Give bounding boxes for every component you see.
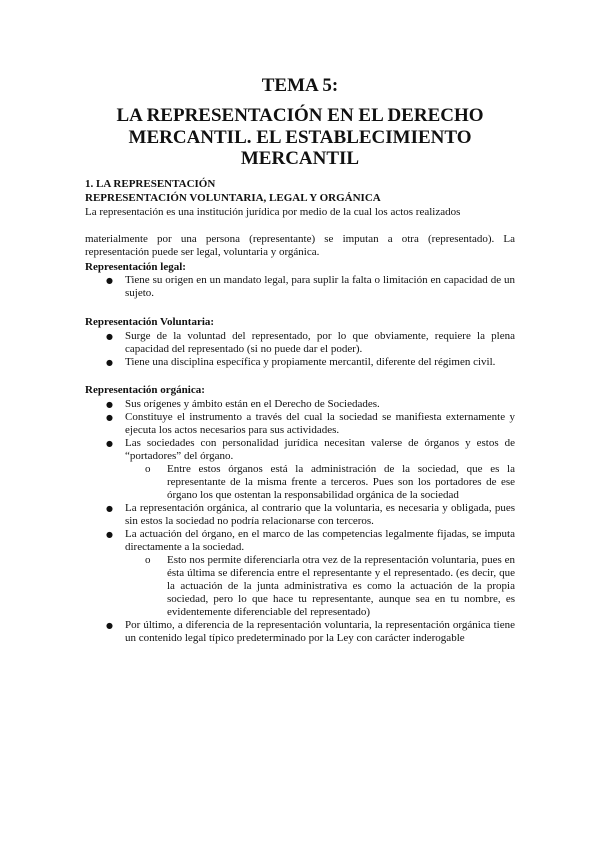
list-item: ● Surge de la voluntad del representado, por lo que obviamente, requiere la plena capacidad del representado (si no puede dar el poder). (85, 330, 515, 356)
list-item: ● La representación orgánica, al contrario que la voluntaria, es necesaria y obligada, pues sin estos la sociedad no podría relacionarse con terceros. (85, 502, 515, 528)
document-title-line: MERCANTIL (240, 148, 360, 169)
sub-list-item: o Esto nos permite diferenciarla otra vez de la representación voluntaria, pues en ésta última se diferencia entre el representante y el representado. (es decir, que la actuación de la junta administrativa es como la actuación de la propia sociedad, pero lo que hace tu representante, aunque sea en tu nombre, es evidentemente diferenciable del representado) (125, 554, 515, 619)
voluntaria-list (85, 330, 515, 369)
intro-paragraph-line: La representación es una institución jurídica por medio de la cual los actos realizados (85, 206, 461, 218)
intro-paragraph: materialmente por una persona (representante) se imputan a otra (representado). La representación puede ser legal, voluntaria y orgánica. (85, 233, 515, 258)
list-item: ● Por último, a diferencia de la representación voluntaria, la representación orgánica tiene un contenido legal típico predeterminado por la Ley con carácter inderogable (85, 619, 515, 645)
voluntaria-heading: Representación Voluntaria: (85, 316, 215, 328)
list-item: ● Tiene su origen en un mandato legal, para suplir la falta o limitación en capacidad de un sujeto. (85, 274, 515, 300)
list-item: ● Tiene una disciplina específica y propiamente mercantil, diferente del régimen civil. (85, 356, 515, 369)
organica-list (85, 398, 515, 645)
list-item-text: Las sociedades con personalidad jurídica necesitan valerse de órganos y estos de “portadores” del órgano. (125, 437, 515, 462)
document-title-line: MERCANTIL. EL ESTABLECIMIENTO (128, 127, 472, 148)
organica-heading: Representación orgánica: (85, 384, 205, 396)
document-title-line: LA REPRESENTACIÓN EN EL DERECHO (116, 105, 484, 126)
list-item: ● Sus orígenes y ámbito están en el Derecho de Sociedades. (85, 398, 515, 411)
section-subheading: REPRESENTACIÓN VOLUNTARIA, LEGAL Y ORGÁNICA (85, 192, 381, 204)
section-heading: 1. LA REPRESENTACIÓN (85, 178, 216, 190)
sub-list-item: o Entre estos órganos está la administración de la sociedad, que es la representante de la misma frente a terceros. Pues son los portadores de ese órgano los que ostentan la responsabilidad orgánica de la sociedad (125, 463, 515, 502)
list-item-text: La actuación del órgano, en el marco de las competencias legalmente fijadas, se imputa directamente a la sociedad. (125, 528, 515, 553)
legal-list (85, 274, 515, 300)
list-item (85, 437, 515, 502)
page-title: TEMA 5: (261, 75, 339, 96)
sub-list (125, 554, 515, 619)
legal-heading: Representación legal: (85, 261, 186, 273)
sub-list (125, 463, 515, 502)
list-item (85, 528, 515, 619)
list-item: ● Constituye el instrumento a través del cual la sociedad se manifiesta externamente y ejecuta los actos necesarios para sus actividades. (85, 411, 515, 437)
